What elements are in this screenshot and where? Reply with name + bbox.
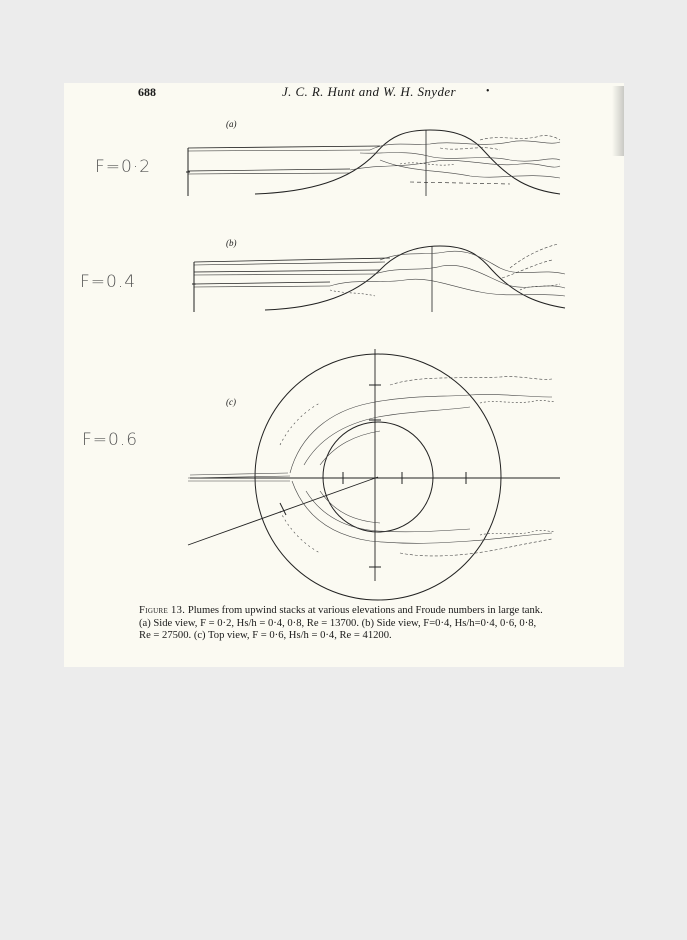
hill-profile-b [265,246,565,310]
hill-profile-a [255,130,560,194]
page-edge-shadow [612,86,624,156]
figure-panel-a [180,120,570,200]
panel-label-a: (a) [226,119,237,129]
page-number: 688 [138,85,156,99]
figure-caption [139,605,619,643]
plume-inflow [188,473,290,481]
caption-line-1 [139,605,619,618]
panel-label-b: (b) [226,238,237,248]
running-head: J. C. R. Hunt and W. H. Snyder [282,84,457,99]
caption-line-3: Re = 27500. (c) Top view, F = 0·6, Hs/h = 0·4, Re = 41200. [139,630,392,642]
figure-panel-c [180,345,570,585]
figure-panel-b [180,238,570,320]
caption-text-1: Plumes from upwind stacks at various elevations and Froude numbers in large tank. [187,605,543,616]
figure-label: Figure 13. [139,605,186,616]
wind-direction-line [188,477,378,545]
panel-label-c: (c) [226,397,236,407]
handwritten-annotation-a: F=0·2 [95,157,152,177]
handwritten-annotation-c: F=0.6 [82,430,139,450]
caption-line-2: (a) Side view, F = 0·2, Hs/h = 0·4, 0·8, Re = 13700. (b) Side view, F=0·4, Hs/h=0·4, 0·6, 0·8, [139,617,537,629]
handwritten-annotation-b: F=0.4 [80,272,137,292]
header-mark: • [486,86,490,97]
